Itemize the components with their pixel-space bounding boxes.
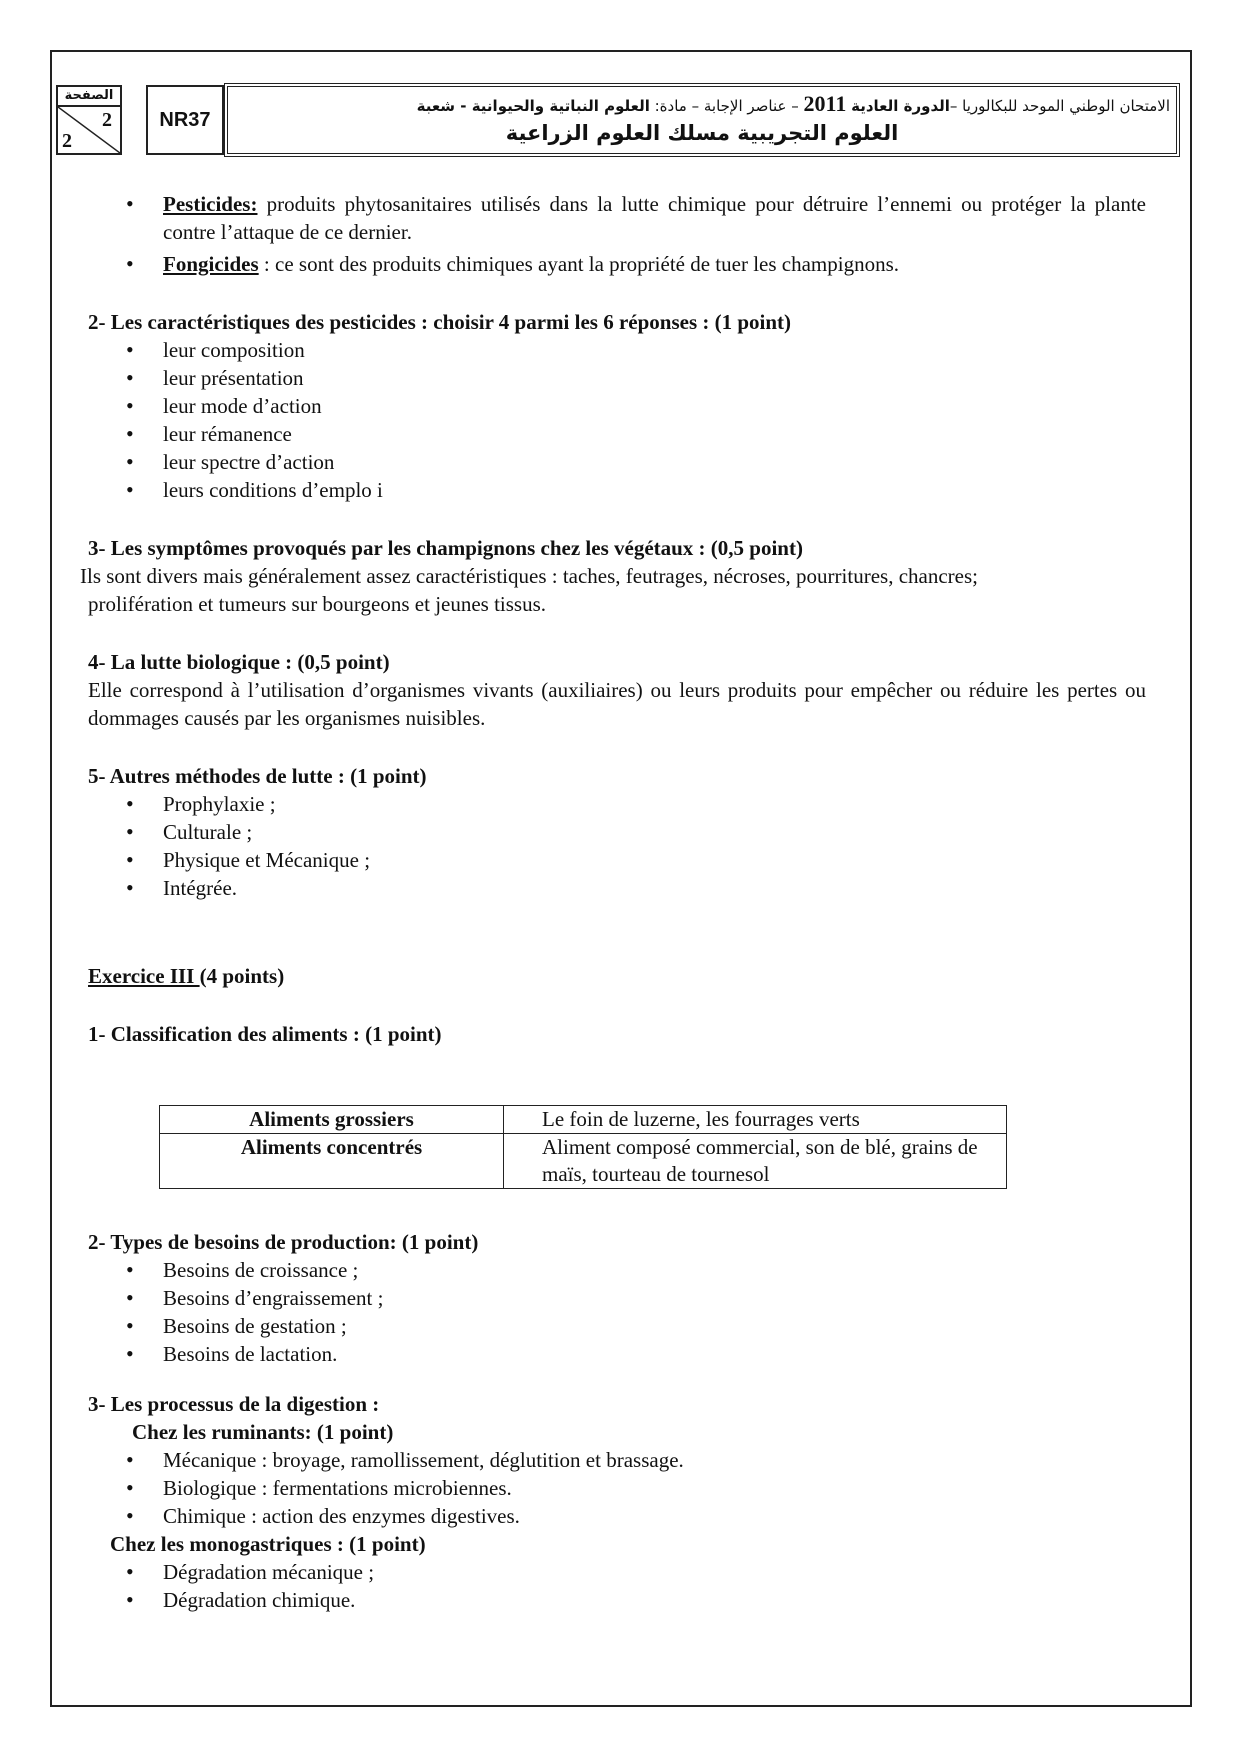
- list-item: • Biologique : fermentations microbiennes.: [88, 1474, 1146, 1502]
- table-cell-key: Aliments grossiers: [160, 1106, 504, 1134]
- e1-title: 1- Classification des aliments : (1 point): [88, 1022, 442, 1046]
- list-item: • leur composition: [88, 336, 1146, 364]
- title-part-c: – عناصر الإجابة – مادة:: [654, 97, 799, 115]
- list-item: • Intégrée.: [88, 874, 1146, 902]
- exercise-title: Exercice III: [88, 964, 200, 988]
- def-text: : ce sont des produits chimiques ayant la propriété de tuer les champignons.: [258, 252, 900, 276]
- def-fongicides: [88, 250, 1146, 278]
- title-part-b: الدورة العادية: [851, 97, 950, 115]
- page-number-box: [56, 85, 122, 155]
- q3-line2: prolifération et tumeurs sur bourgeons et jeunes tissus.: [88, 592, 547, 616]
- page-label: الصفحة: [58, 87, 120, 107]
- e3-title: 3- Les processus de la digestion :: [88, 1392, 380, 1416]
- list-item: • Besoins d’engraissement ;: [88, 1284, 1146, 1312]
- list-item: • Besoins de gestation ;: [88, 1312, 1146, 1340]
- list-item: • Dégradation mécanique ;: [88, 1558, 1146, 1586]
- exam-title-line1: [417, 91, 1170, 117]
- q4-text: Elle correspond à l’utilisation d’organismes vivants (auxiliaires) ou leurs produits pour empêcher ou réduire les pertes ou dommages causés par les organismes nuisibles.: [88, 678, 1146, 730]
- def-term: Pesticides:: [163, 192, 258, 216]
- list-item: • leur rémanence: [88, 420, 1146, 448]
- list-item: • Chimique : action des enzymes digestives.: [88, 1502, 1146, 1530]
- list-item: • Mécanique : broyage, ramollissement, déglutition et brassage.: [88, 1446, 1146, 1474]
- table-cell-key: Aliments concentrés: [160, 1134, 504, 1189]
- exam-title-box: [224, 83, 1180, 157]
- title-part-a: الامتحان الوطني الموحد للبكالوريا –: [949, 97, 1170, 115]
- page-current: 2: [102, 109, 112, 131]
- title-part-d: العلوم النباتية والحيوانية - شعبة: [416, 97, 650, 115]
- page-total: 2: [62, 130, 72, 152]
- exercise-3-heading: [88, 962, 1146, 990]
- list-item: • Culturale ;: [88, 818, 1146, 846]
- list-item: • Prophylaxie ;: [88, 790, 1146, 818]
- list-item: • Dégradation chimique.: [88, 1586, 1146, 1614]
- def-term: Fongicides: [163, 252, 259, 276]
- q5-title: 5- Autres méthodes de lutte : (1 point): [88, 764, 427, 788]
- def-pesticides: [88, 190, 1146, 246]
- e3-ruminants: Chez les ruminants: (1 point): [132, 1420, 394, 1444]
- list-item: • leur spectre d’action: [88, 448, 1146, 476]
- list-item: • leur présentation: [88, 364, 1146, 392]
- table-cell-value: Le foin de luzerne, les fourrages verts: [504, 1106, 1007, 1134]
- q4-title: 4- La lutte biologique : (0,5 point): [88, 650, 390, 674]
- e2-title: 2- Types de besoins de production: (1 point): [88, 1230, 479, 1254]
- list-item: • Besoins de lactation.: [88, 1340, 1146, 1368]
- exercise-points: (4 points): [199, 964, 285, 988]
- exam-code: NR37: [146, 85, 224, 155]
- q3-line1: Ils sont divers mais généralement assez caractéristiques : taches, feutrages, nécroses, pourritures, chancres;: [80, 564, 978, 588]
- list-item: • Physique et Mécanique ;: [88, 846, 1146, 874]
- answer-content-bottom: [88, 1228, 1146, 1614]
- table-cell-value: Aliment composé commercial, son de blé, grains de maïs, tourteau de tournesol: [504, 1134, 1007, 1189]
- def-text: produits phytosanitaires utilisés dans la lutte chimique pour détruire l’ennemi ou protéger la plante contre l’attaque de ce dernier.: [163, 192, 1146, 244]
- exam-title-line2: العلوم التجريبية مسلك العلوم الزراعية: [505, 121, 899, 145]
- e3-monogastriques: Chez les monogastriques : (1 point): [110, 1532, 426, 1556]
- exam-year: 2011: [803, 91, 847, 116]
- table-row: [160, 1106, 1007, 1134]
- list-item: • leur mode d’action: [88, 392, 1146, 420]
- q3-title: 3- Les symptômes provoqués par les champignons chez les végétaux : (0,5 point): [88, 536, 803, 560]
- table-row: [160, 1134, 1007, 1189]
- list-item: • leurs conditions d’emplo i: [88, 476, 1146, 504]
- q2-title: 2- Les caractéristiques des pesticides : choisir 4 parmi les 6 réponses : (1 point): [88, 310, 792, 334]
- food-classification-table: [159, 1105, 1007, 1189]
- list-item: • Besoins de croissance ;: [88, 1256, 1146, 1284]
- answer-content: [80, 190, 1146, 1048]
